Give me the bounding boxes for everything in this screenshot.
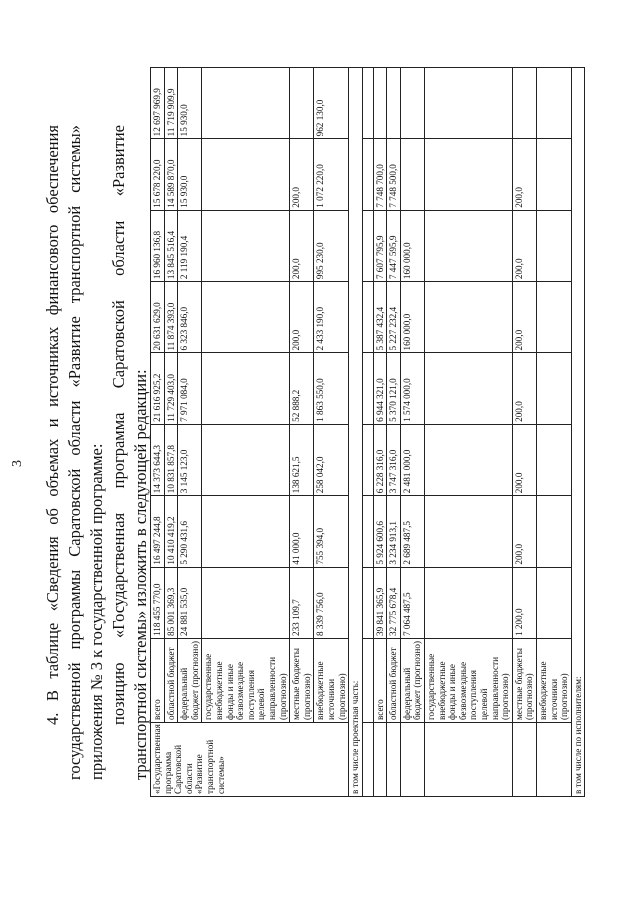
empty-cell <box>362 68 373 139</box>
value-cell <box>425 68 513 139</box>
value-cell <box>537 567 572 638</box>
value-cell: 13 845 516,4 <box>164 210 178 281</box>
value-cell: 15 930,0 <box>178 68 202 139</box>
row-label: всего <box>151 639 165 723</box>
value-cell: 7 447 595,9 <box>387 210 401 281</box>
empty-cell <box>362 282 373 353</box>
value-cell: 2 433 190,0 <box>314 282 349 353</box>
value-cell: 12 697 969,9 <box>151 68 165 139</box>
row-label: государственные внебюджетные фонды и иные безвозмездные поступления целевой направленности (прогнозно) <box>202 639 290 723</box>
table-row <box>571 68 585 797</box>
value-cell: 41 000,0 <box>290 496 314 567</box>
value-cell: 1 863 550,0 <box>314 353 349 424</box>
value-cell <box>202 68 290 139</box>
table-row <box>314 68 349 797</box>
row-label: всего <box>373 639 387 723</box>
empty-cell <box>362 567 373 638</box>
row-label: федеральный бюджет (прогнозно) <box>178 639 202 723</box>
page-number: 3 <box>10 460 25 467</box>
empty-cell <box>387 723 401 797</box>
value-cell: 233 109,7 <box>290 567 314 638</box>
table-row <box>362 68 373 797</box>
value-cell: 7 748 500,0 <box>387 139 401 210</box>
table-row <box>537 68 572 797</box>
value-cell: 39 841 365,9 <box>373 567 387 638</box>
value-cell <box>202 210 290 281</box>
value-cell: 11 729 403,0 <box>164 353 178 424</box>
empty-cell <box>537 723 572 797</box>
value-cell: 15 930,0 <box>178 139 202 210</box>
value-cell: 24 881 535,0 <box>178 567 202 638</box>
value-cell: 200,0 <box>512 139 536 210</box>
table-row <box>400 68 424 797</box>
value-cell: 200,0 <box>512 210 536 281</box>
value-cell: 52 888,2 <box>290 353 314 424</box>
value-cell: 11 719 909,9 <box>164 68 178 139</box>
value-cell: 7 064 487,5 <box>400 567 424 638</box>
value-cell: 200,0 <box>290 210 314 281</box>
value-cell: 995 230,0 <box>314 210 349 281</box>
value-cell <box>202 496 290 567</box>
table-row <box>387 68 401 797</box>
row-label: федеральный бюджет (прогнозно) <box>400 639 424 723</box>
value-cell: 16 960 136,8 <box>151 210 165 281</box>
empty-cell <box>362 424 373 495</box>
value-cell <box>537 496 572 567</box>
table-row <box>164 68 178 797</box>
value-cell <box>425 424 513 495</box>
value-cell: 21 616 925,2 <box>151 353 165 424</box>
value-cell <box>537 424 572 495</box>
row-label: государственные внебюджетные фонды и иные безвозмездные поступления целевой направленности (прогнозно) <box>425 639 513 723</box>
value-cell: 11 874 393,0 <box>164 282 178 353</box>
empty-cell <box>362 139 373 210</box>
value-cell <box>537 68 572 139</box>
table-row <box>425 68 513 797</box>
value-cell: 160 000,0 <box>400 210 424 281</box>
value-cell: 7 971 084,0 <box>178 353 202 424</box>
value-cell <box>290 68 314 139</box>
empty-cell <box>362 639 373 723</box>
value-cell <box>425 353 513 424</box>
value-cell: 2 119 190,4 <box>178 210 202 281</box>
value-cell <box>387 68 401 139</box>
value-cell: 1 200,0 <box>512 567 536 638</box>
value-cell: 1 574 000,0 <box>400 353 424 424</box>
value-cell: 14 589 870,0 <box>164 139 178 210</box>
value-cell: 6 944 321,0 <box>373 353 387 424</box>
row-label: местные бюджеты (прогнозно) <box>512 639 536 723</box>
table-row <box>290 68 314 797</box>
row-label: внебюджетные источники (прогнозно) <box>537 639 572 723</box>
value-cell <box>425 210 513 281</box>
value-cell: 200,0 <box>290 282 314 353</box>
value-cell: 5 370 121,0 <box>387 353 401 424</box>
value-cell: 200,0 <box>512 353 536 424</box>
row-label: областной бюджет <box>387 639 401 723</box>
value-cell: 138 621,5 <box>290 424 314 495</box>
table-row <box>373 68 387 797</box>
empty-cell <box>362 210 373 281</box>
empty-cell <box>362 496 373 567</box>
value-cell <box>202 424 290 495</box>
value-cell <box>425 567 513 638</box>
value-cell <box>537 282 572 353</box>
table-row <box>178 68 202 797</box>
value-cell: 3 747 316,0 <box>387 424 401 495</box>
value-cell: 200,0 <box>290 139 314 210</box>
value-cell: 10 831 857,8 <box>164 424 178 495</box>
value-cell: 8 339 756,0 <box>314 567 349 638</box>
row-label: местные бюджеты (прогнозно) <box>290 639 314 723</box>
value-cell: 85 001 369,3 <box>164 567 178 638</box>
value-cell: 3 234 913,1 <box>387 496 401 567</box>
value-cell: 160 000,0 <box>400 282 424 353</box>
value-cell: 32 775 678,4 <box>387 567 401 638</box>
empty-cell <box>512 723 536 797</box>
empty-cell <box>373 723 387 797</box>
value-cell: 200,0 <box>512 282 536 353</box>
value-cell <box>400 139 424 210</box>
intro-line-1: 4. В таблице «Сведения об объемах и источниках финансового обеспечения государственной программы Саратовской области «Развитие транспортной системы» приложения № 3 к государственной программе: <box>43 125 106 780</box>
value-cell: 10 410 419,2 <box>164 496 178 567</box>
value-cell: 15 678 220,0 <box>151 139 165 210</box>
table-row <box>202 68 290 797</box>
financing-table <box>150 67 585 797</box>
value-cell: 5 924 600,6 <box>373 496 387 567</box>
section-project-label: в том числе проектная часть: <box>349 68 363 797</box>
value-cell: 5 387 432,4 <box>373 282 387 353</box>
empty-cell <box>400 723 424 797</box>
value-cell <box>512 68 536 139</box>
value-cell <box>202 353 290 424</box>
value-cell: 7 748 700,0 <box>373 139 387 210</box>
empty-cell <box>425 723 513 797</box>
value-cell: 118 455 770,0 <box>151 567 165 638</box>
value-cell: 6 228 316,0 <box>373 424 387 495</box>
row-label: областной бюджет <box>164 639 178 723</box>
value-cell <box>202 282 290 353</box>
value-cell: 5 290 431,6 <box>178 496 202 567</box>
value-cell: 7 607 795,9 <box>373 210 387 281</box>
value-cell: 755 394,0 <box>314 496 349 567</box>
value-cell <box>202 567 290 638</box>
value-cell: 14 373 644,3 <box>151 424 165 495</box>
value-cell: 200,0 <box>512 424 536 495</box>
value-cell: 6 323 846,0 <box>178 282 202 353</box>
table-row <box>349 68 363 797</box>
section-executors-label: в том числе по исполнителям: <box>571 68 585 797</box>
value-cell: 2 689 487,5 <box>400 496 424 567</box>
empty-cell <box>362 353 373 424</box>
value-cell <box>537 210 572 281</box>
value-cell <box>400 68 424 139</box>
value-cell: 3 145 123,0 <box>178 424 202 495</box>
value-cell <box>373 68 387 139</box>
value-cell <box>425 139 513 210</box>
intro-line-2: позицию «Государственная программа Саратовской области «Развитие транспортной системы» изложить в следующей редакции: <box>109 125 150 780</box>
table-row <box>512 68 536 797</box>
value-cell: 20 631 629,0 <box>151 282 165 353</box>
row-label: внебюджетные источники (прогнозно) <box>314 639 349 723</box>
table-row <box>151 68 165 797</box>
value-cell <box>425 282 513 353</box>
empty-cell <box>362 723 373 797</box>
value-cell: 200,0 <box>512 496 536 567</box>
value-cell <box>425 496 513 567</box>
value-cell: 16 497 244,8 <box>151 496 165 567</box>
amendment-text <box>42 125 152 780</box>
value-cell: 5 227 232,4 <box>387 282 401 353</box>
value-cell: 258 042,0 <box>314 424 349 495</box>
value-cell: 2 481 000,0 <box>400 424 424 495</box>
value-cell <box>537 139 572 210</box>
value-cell <box>202 139 290 210</box>
value-cell <box>537 353 572 424</box>
value-cell: 962 130,0 <box>314 68 349 139</box>
value-cell: 1 072 220,0 <box>314 139 349 210</box>
program-name-cell: «Государственная программа Саратовской области «Развитие транспортной системы» <box>151 723 349 797</box>
